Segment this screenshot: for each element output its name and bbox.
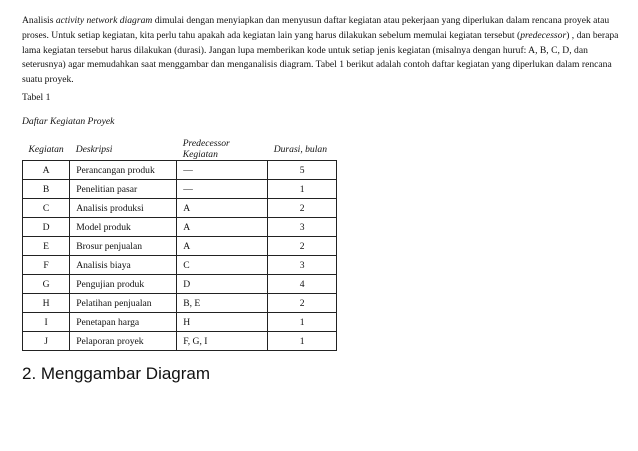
cell-durasi: 3 bbox=[268, 256, 337, 275]
table-row bbox=[23, 256, 337, 275]
table-row bbox=[23, 237, 337, 256]
table-row bbox=[23, 294, 337, 313]
table-row bbox=[23, 199, 337, 218]
cell-deskripsi: Penelitian pasar bbox=[70, 180, 177, 199]
table-row bbox=[23, 275, 337, 294]
cell-deskripsi: Model produk bbox=[70, 218, 177, 237]
table-row bbox=[23, 332, 337, 351]
cell-kegiatan: J bbox=[23, 332, 70, 351]
cell-predecessor: A bbox=[177, 199, 268, 218]
cell-deskripsi: Perancangan produk bbox=[70, 161, 177, 180]
intro-text-2: dimulai dengan menyiapkan dan menyusun daftar kegiatan atau pekerjaan yang diperlukan dalam rencana proyek atau proses. Untuk setiap kegiatan, kita perlu tahu apakah ada kegiatan lain yang harus dilakukan sebelum memulai kegiatan tersebut ( bbox=[22, 15, 610, 41]
cell-predecessor: D bbox=[177, 275, 268, 294]
table-caption: Daftar Kegiatan Proyek bbox=[22, 116, 115, 127]
cell-kegiatan: D bbox=[23, 218, 70, 237]
cell-durasi: 1 bbox=[268, 180, 337, 199]
cell-kegiatan: H bbox=[23, 294, 70, 313]
cell-deskripsi: Pelaporan proyek bbox=[70, 332, 177, 351]
header-kegiatan: Kegiatan bbox=[23, 138, 70, 161]
table-row bbox=[23, 180, 337, 199]
cell-deskripsi: Pelatihan penjualan bbox=[70, 294, 177, 313]
cell-deskripsi: Analisis produksi bbox=[70, 199, 177, 218]
cell-durasi: 2 bbox=[268, 199, 337, 218]
cell-predecessor: — bbox=[177, 161, 268, 180]
cell-predecessor: A bbox=[177, 218, 268, 237]
cell-predecessor: B, E bbox=[177, 294, 268, 313]
cell-durasi: 4 bbox=[268, 275, 337, 294]
intro-paragraph bbox=[22, 14, 622, 88]
cell-kegiatan: C bbox=[23, 199, 70, 218]
activity-table bbox=[22, 138, 337, 351]
table-header-row bbox=[23, 138, 337, 161]
cell-predecessor: A bbox=[177, 237, 268, 256]
cell-durasi: 2 bbox=[268, 237, 337, 256]
cell-kegiatan: I bbox=[23, 313, 70, 332]
table-label: Tabel 1 bbox=[22, 92, 51, 103]
table-row bbox=[23, 313, 337, 332]
table-row bbox=[23, 161, 337, 180]
cell-kegiatan: G bbox=[23, 275, 70, 294]
cell-durasi: 2 bbox=[268, 294, 337, 313]
cell-kegiatan: E bbox=[23, 237, 70, 256]
table-body bbox=[23, 161, 337, 351]
header-durasi: Durasi, bulan bbox=[268, 138, 337, 161]
cell-deskripsi: Brosur penjualan bbox=[70, 237, 177, 256]
cell-durasi: 3 bbox=[268, 218, 337, 237]
cell-durasi: 5 bbox=[268, 161, 337, 180]
header-predecessor: Predecessor Kegiatan bbox=[177, 138, 268, 161]
cell-kegiatan: A bbox=[23, 161, 70, 180]
header-deskripsi: Deskripsi bbox=[70, 138, 177, 161]
cell-durasi: 1 bbox=[268, 332, 337, 351]
section-heading: 2. Menggambar Diagram bbox=[22, 364, 211, 383]
table-row bbox=[23, 218, 337, 237]
cell-kegiatan: B bbox=[23, 180, 70, 199]
intro-term-activity-network: activity network diagram bbox=[55, 15, 153, 26]
cell-predecessor: C bbox=[177, 256, 268, 275]
cell-predecessor: F, G, I bbox=[177, 332, 268, 351]
intro-text-1: Analisis bbox=[22, 15, 56, 26]
intro-term-predecessor: predecessor bbox=[520, 29, 567, 41]
cell-deskripsi: Pengujian produk bbox=[70, 275, 177, 294]
cell-kegiatan: F bbox=[23, 256, 70, 275]
cell-deskripsi: Analisis biaya bbox=[70, 256, 177, 275]
cell-predecessor: H bbox=[177, 313, 268, 332]
cell-deskripsi: Penetapan harga bbox=[70, 313, 177, 332]
intro-text-3: ) , dan berapa lama kegiatan tersebut harus dilakukan (durasi). Jangan lupa memberikan kode untuk setiap jenis kegiatan (misalnya dengan huruf: A, B, C, D, dan seterusnya) agar memudahkan saat menggambar dan menganalisis diagram. Tabel 1 berikut adalah contoh daftar kegiatan yang diperlukan dalam rencana suatu proyek. bbox=[22, 29, 619, 86]
cell-predecessor: — bbox=[177, 180, 268, 199]
cell-durasi: 1 bbox=[268, 313, 337, 332]
